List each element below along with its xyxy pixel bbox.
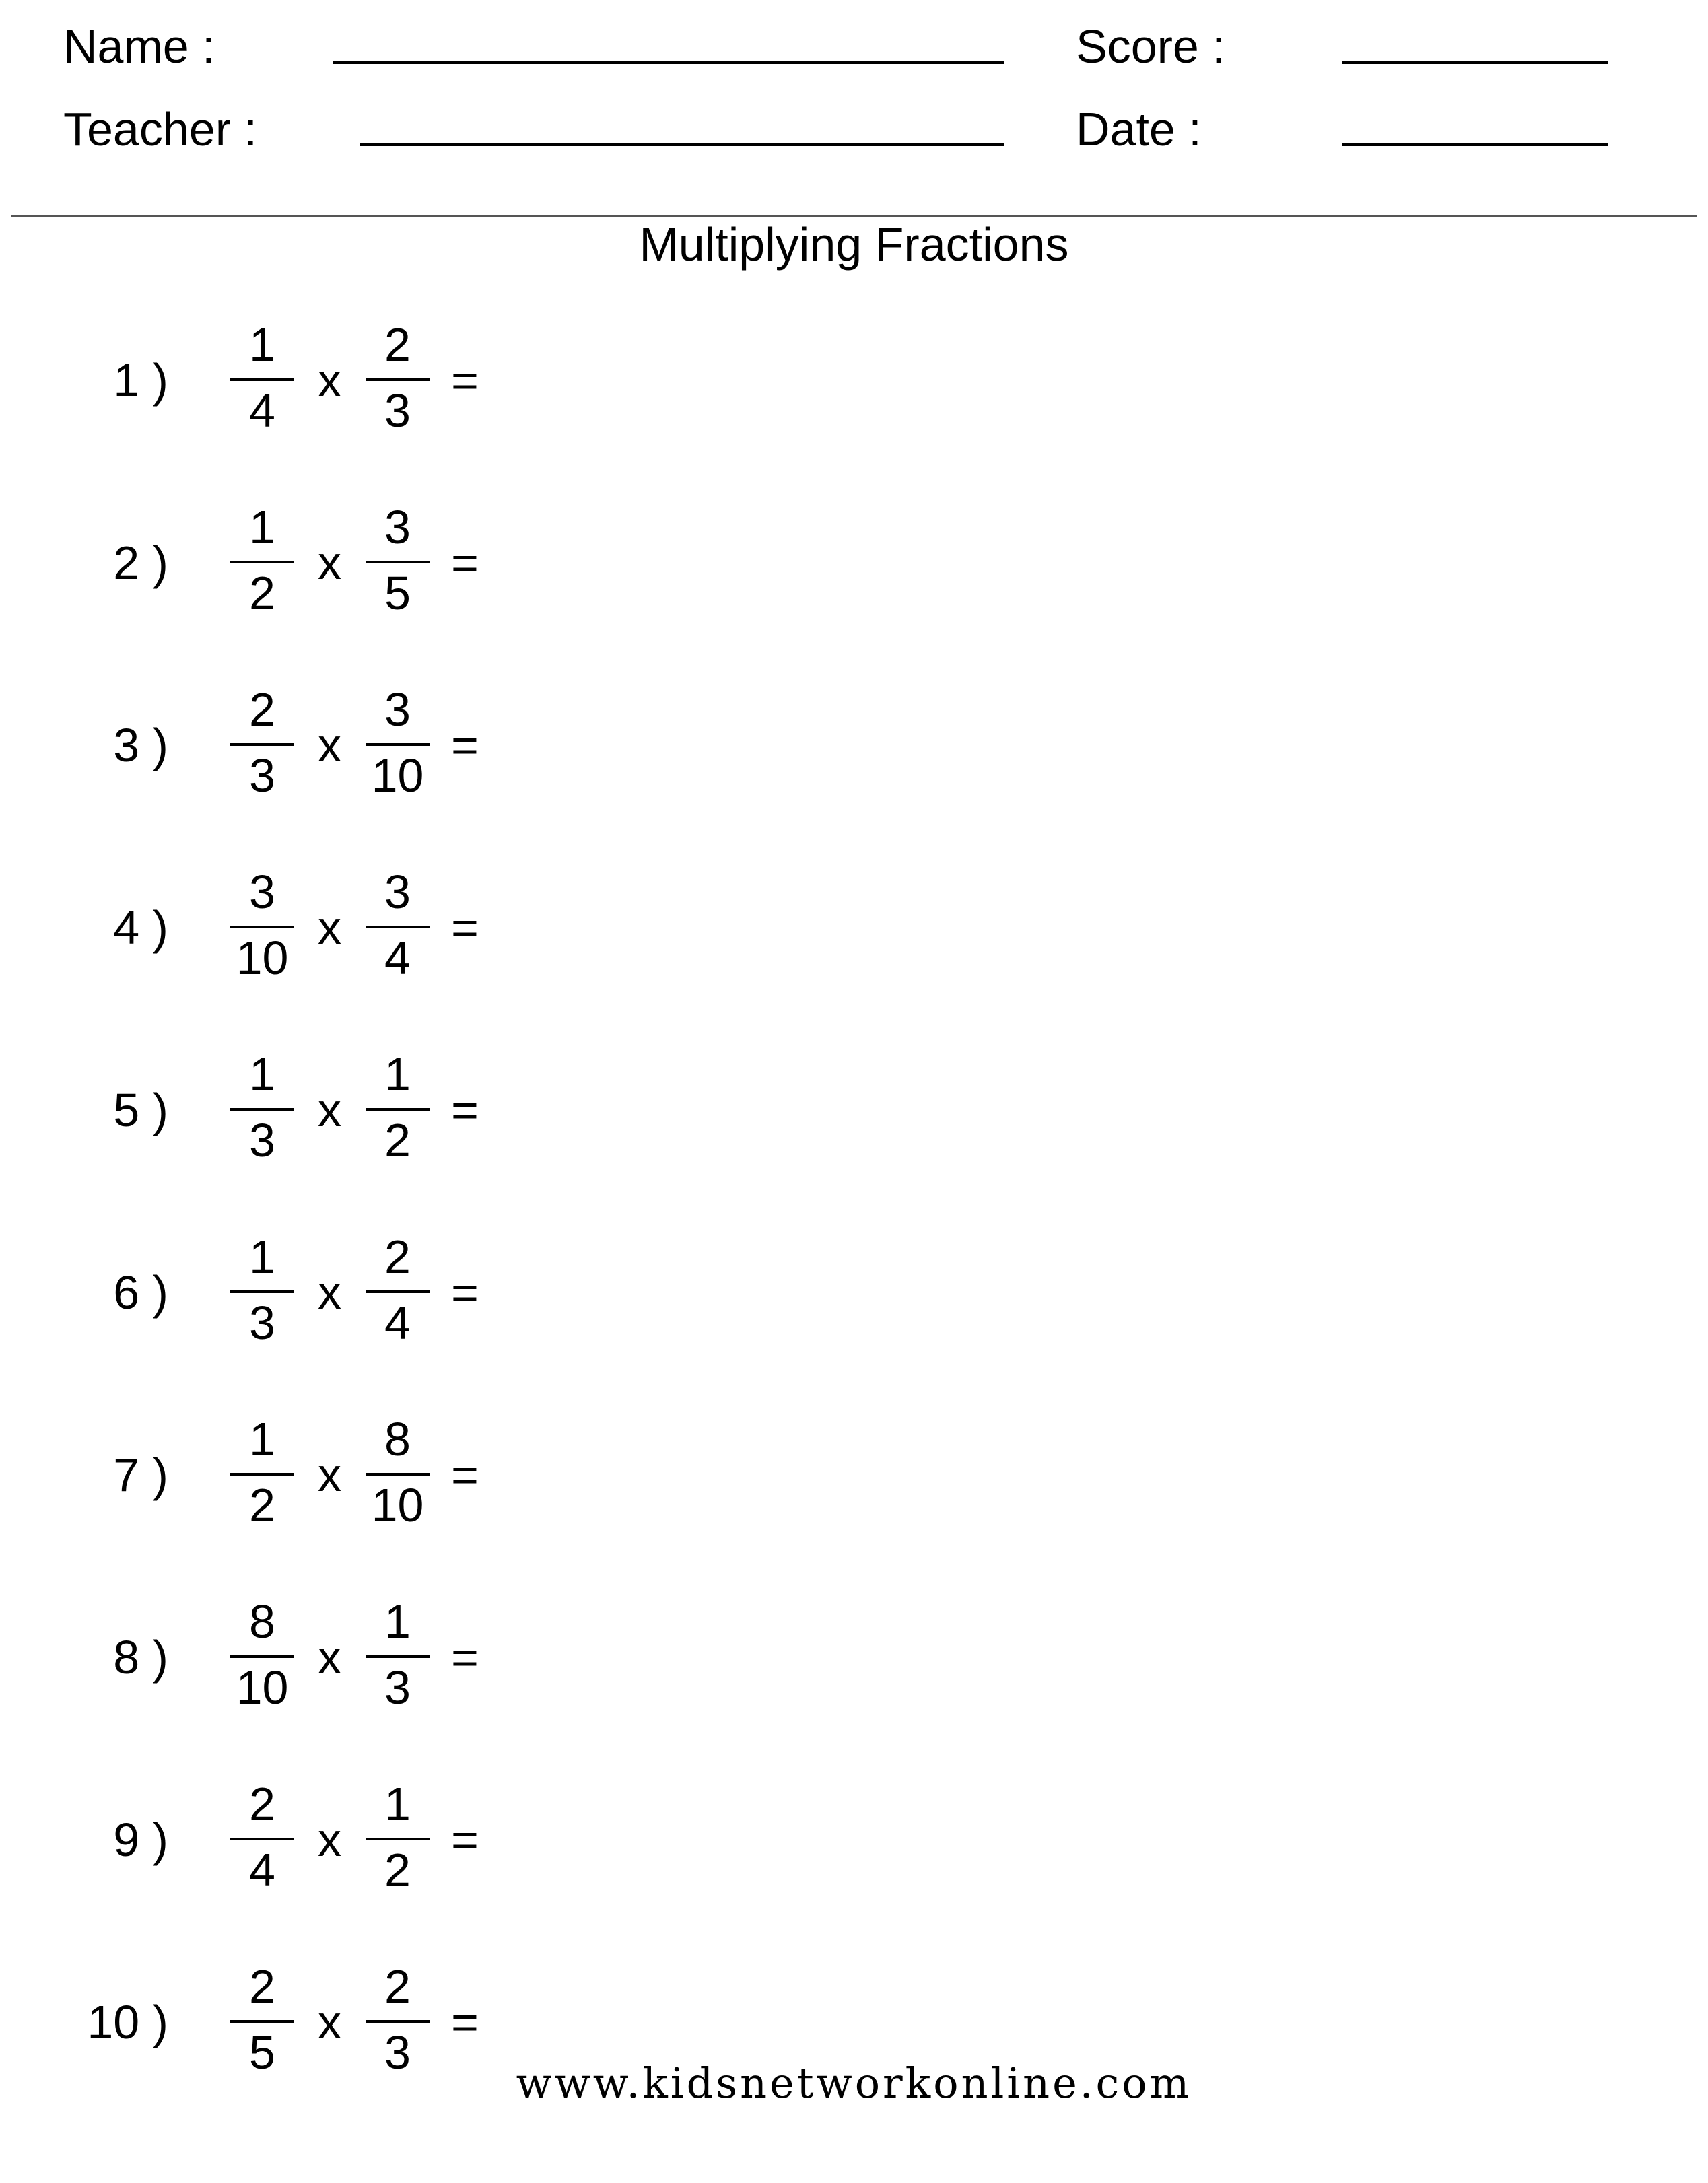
fraction-bar xyxy=(230,926,294,928)
fraction-bar xyxy=(230,2020,294,2023)
second-fraction xyxy=(366,1591,430,1712)
numerator: 2 xyxy=(384,1231,411,1283)
problem-row xyxy=(0,679,606,814)
numerator: 1 xyxy=(249,1231,275,1283)
fraction-bar xyxy=(230,1838,294,1840)
fraction-bar xyxy=(230,1108,294,1111)
fraction-bar xyxy=(366,1290,430,1293)
problem-number: 2 ) xyxy=(113,536,168,589)
numerator: 8 xyxy=(249,1595,275,1648)
problem-number: 9 ) xyxy=(113,1813,168,1866)
equals-sign: = xyxy=(451,901,479,954)
name-label: Name : xyxy=(63,20,215,73)
second-fraction xyxy=(366,1774,430,1895)
denominator: 3 xyxy=(384,2026,411,2079)
name-blank-line[interactable] xyxy=(333,61,1004,64)
denominator: 2 xyxy=(384,1844,411,1896)
problem-number: 6 ) xyxy=(113,1266,168,1319)
equals-sign: = xyxy=(451,1631,479,1684)
second-fraction xyxy=(366,1044,430,1165)
worksheet-title: Multiplying Fractions xyxy=(639,218,1069,271)
numerator: 2 xyxy=(249,1778,275,1830)
fraction-bar xyxy=(366,378,430,381)
denominator: 5 xyxy=(249,2026,275,2079)
problem-number: 3 ) xyxy=(113,719,168,771)
problem-number: 4 ) xyxy=(113,901,168,954)
fraction-bar xyxy=(366,2020,430,2023)
second-fraction xyxy=(366,314,430,436)
teacher-label: Teacher : xyxy=(63,103,257,155)
multiply-sign: x xyxy=(318,901,341,954)
problem-row xyxy=(0,862,606,996)
numerator: 3 xyxy=(384,501,411,553)
second-fraction xyxy=(366,679,430,800)
denominator: 3 xyxy=(249,749,275,802)
fraction-bar xyxy=(230,743,294,746)
numerator: 2 xyxy=(249,683,275,736)
denominator: 5 xyxy=(384,567,411,619)
first-fraction xyxy=(230,1044,294,1165)
equals-sign: = xyxy=(451,1813,479,1866)
fraction-bar xyxy=(366,1108,430,1111)
numerator: 1 xyxy=(384,1778,411,1830)
denominator: 10 xyxy=(236,1661,289,1714)
numerator: 1 xyxy=(249,318,275,371)
numerator: 1 xyxy=(249,1413,275,1465)
problem-row xyxy=(0,1591,606,1726)
first-fraction xyxy=(230,497,294,618)
header-divider xyxy=(11,215,1697,217)
second-fraction xyxy=(366,1409,430,1530)
denominator: 4 xyxy=(249,1844,275,1896)
multiply-sign: x xyxy=(318,354,341,407)
problem-row xyxy=(0,1226,606,1361)
numerator: 2 xyxy=(384,1960,411,2013)
problem-row xyxy=(0,497,606,631)
fraction-bar xyxy=(230,1290,294,1293)
numerator: 2 xyxy=(249,1960,275,2013)
equals-sign: = xyxy=(451,719,479,771)
numerator: 3 xyxy=(249,866,275,918)
denominator: 4 xyxy=(384,1296,411,1349)
numerator: 8 xyxy=(384,1413,411,1465)
first-fraction xyxy=(230,1409,294,1530)
numerator: 1 xyxy=(384,1595,411,1648)
multiply-sign: x xyxy=(318,1449,341,1501)
first-fraction xyxy=(230,679,294,800)
denominator: 4 xyxy=(249,384,275,437)
multiply-sign: x xyxy=(318,719,341,771)
problem-row xyxy=(0,314,606,449)
fraction-bar xyxy=(230,1655,294,1658)
fraction-bar xyxy=(366,1838,430,1840)
multiply-sign: x xyxy=(318,1084,341,1136)
second-fraction xyxy=(366,862,430,983)
problem-number: 8 ) xyxy=(113,1631,168,1684)
first-fraction xyxy=(230,1226,294,1348)
denominator: 3 xyxy=(249,1296,275,1349)
problem-row xyxy=(0,1774,606,1908)
numerator: 1 xyxy=(249,501,275,553)
problem-row xyxy=(0,1044,606,1179)
footer-url: www.kidsnetworkonline.com xyxy=(516,2058,1192,2108)
equals-sign: = xyxy=(451,1996,479,2048)
first-fraction xyxy=(230,1774,294,1895)
second-fraction xyxy=(366,497,430,618)
score-label: Score : xyxy=(1076,20,1225,73)
teacher-blank-line[interactable] xyxy=(360,143,1004,146)
equals-sign: = xyxy=(451,536,479,589)
problem-number: 10 ) xyxy=(87,1996,168,2048)
denominator: 3 xyxy=(384,384,411,437)
multiply-sign: x xyxy=(318,1631,341,1684)
numerator: 3 xyxy=(384,866,411,918)
denominator: 2 xyxy=(384,1114,411,1167)
first-fraction xyxy=(230,1956,294,2077)
denominator: 10 xyxy=(236,932,289,984)
problem-number: 7 ) xyxy=(113,1449,168,1501)
fraction-bar xyxy=(366,743,430,746)
second-fraction xyxy=(366,1956,430,2077)
fraction-bar xyxy=(230,378,294,381)
first-fraction xyxy=(230,1591,294,1712)
multiply-sign: x xyxy=(318,536,341,589)
equals-sign: = xyxy=(451,354,479,407)
fraction-bar xyxy=(230,561,294,563)
multiply-sign: x xyxy=(318,1266,341,1319)
numerator: 3 xyxy=(384,683,411,736)
date-blank-line[interactable] xyxy=(1342,143,1608,146)
problem-number: 1 ) xyxy=(113,354,168,407)
fraction-bar xyxy=(366,561,430,563)
date-label: Date : xyxy=(1076,103,1202,155)
denominator: 3 xyxy=(249,1114,275,1167)
fraction-bar xyxy=(230,1473,294,1476)
first-fraction xyxy=(230,314,294,436)
fraction-bar xyxy=(366,1473,430,1476)
denominator: 2 xyxy=(249,1479,275,1531)
numerator: 1 xyxy=(249,1048,275,1101)
denominator: 2 xyxy=(249,567,275,619)
problem-number: 5 ) xyxy=(113,1084,168,1136)
denominator: 4 xyxy=(384,932,411,984)
denominator: 3 xyxy=(384,1661,411,1714)
first-fraction xyxy=(230,862,294,983)
equals-sign: = xyxy=(451,1084,479,1136)
fraction-bar xyxy=(366,1655,430,1658)
denominator: 10 xyxy=(371,749,424,802)
equals-sign: = xyxy=(451,1266,479,1319)
numerator: 2 xyxy=(384,318,411,371)
second-fraction xyxy=(366,1226,430,1348)
fraction-bar xyxy=(366,926,430,928)
multiply-sign: x xyxy=(318,1996,341,2048)
numerator: 1 xyxy=(384,1048,411,1101)
denominator: 10 xyxy=(371,1479,424,1531)
problem-row xyxy=(0,1409,606,1544)
equals-sign: = xyxy=(451,1449,479,1501)
score-blank-line[interactable] xyxy=(1342,61,1608,64)
multiply-sign: x xyxy=(318,1813,341,1866)
